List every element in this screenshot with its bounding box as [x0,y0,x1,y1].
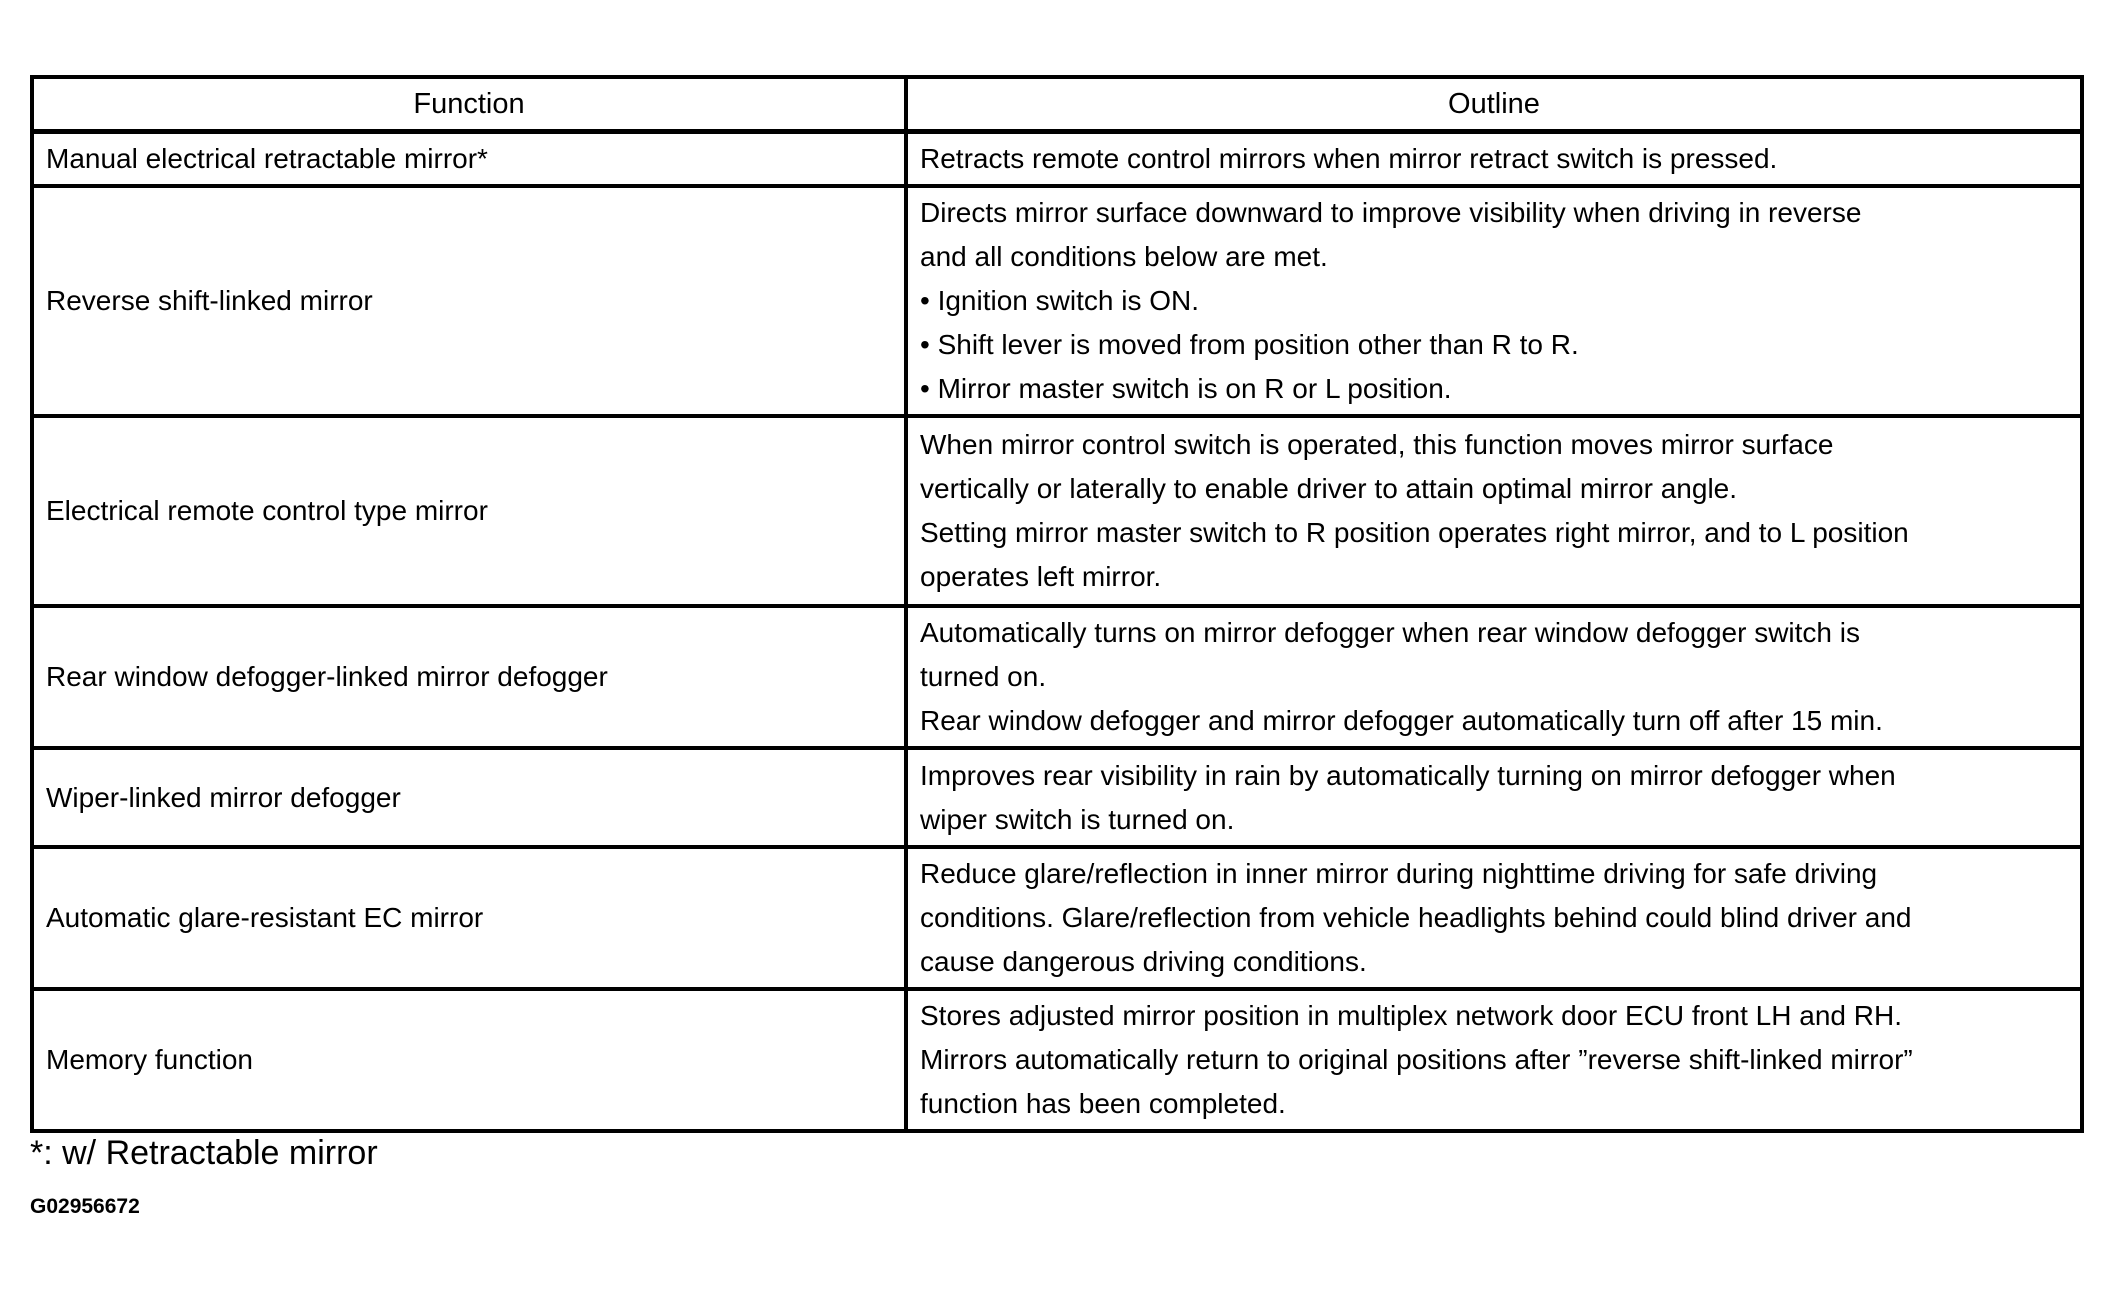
figure-id: G02956672 [30,1195,140,1218]
outline-line: Improves rear visibility in rain by automatically turning on mirror defogger when [920,759,1896,791]
table-row [32,416,2082,606]
outline-cell [906,416,2082,606]
outline-line: and all conditions below are met. [920,241,1328,272]
outline-line: wiper switch is turned on. [920,803,1235,835]
outline-line: • Ignition switch is ON. [920,285,1200,316]
mirror-function-table [30,75,2084,1133]
outline-cell [906,748,2082,847]
column-header-outline: Outline [906,77,2082,132]
outline-cell [906,989,2082,1131]
table-row [32,989,2082,1131]
outline-line: When mirror control switch is operated, this function moves mirror surface [920,429,1834,460]
function-cell: Memory function [32,989,906,1131]
outline-line: Rear window defogger and mirror defogger automatically turn off after 15 min. [920,705,1883,736]
function-cell: Manual electrical retractable mirror* [32,132,906,187]
outline-line: Mirrors automatically return to original positions after ”reverse shift-linked mirror” [920,1044,1913,1075]
outline-line: • Shift lever is moved from position other than R to R. [920,329,1579,360]
function-cell: Electrical remote control type mirror [32,416,906,606]
outline-cell [906,606,2082,748]
outline-line: Directs mirror surface downward to improve visibility when driving in reverse [920,197,1862,228]
outline-line: Automatically turns on mirror defogger when rear window defogger switch is [920,617,1860,648]
outline-line: Reduce glare/reflection in inner mirror during nighttime driving for safe driving [920,858,1878,889]
outline-cell [906,132,2082,187]
function-cell: Automatic glare-resistant EC mirror [32,847,906,989]
function-cell: Rear window defogger-linked mirror defogger [32,606,906,748]
outline-line: vertically or laterally to enable driver to attain optimal mirror angle. [920,473,1738,504]
function-cell: Reverse shift-linked mirror [32,186,906,416]
table-row [32,132,2082,187]
table-row [32,748,2082,847]
outline-line: turned on. [920,661,1047,692]
footnote: *: w/ Retractable mirror [30,1134,378,1172]
outline-line: operates left mirror. [920,561,1162,592]
outline-line: Setting mirror master switch to R position operates right mirror, and to L position [920,517,1909,548]
outline-line: Retracts remote control mirrors when mirror retract switch is pressed. [920,143,1778,174]
function-cell: Wiper-linked mirror defogger [32,748,906,847]
outline-line: function has been completed. [920,1088,1286,1119]
outline-cell [906,847,2082,989]
column-header-function: Function [32,77,906,132]
table-header-row [32,77,2082,132]
table-row [32,606,2082,748]
outline-line: • Mirror master switch is on R or L position. [920,373,1452,404]
outline-cell [906,186,2082,416]
outline-line: cause dangerous driving conditions. [920,946,1367,977]
table-row [32,186,2082,416]
table-body [32,132,2082,1132]
outline-line: Stores adjusted mirror position in multiplex network door ECU front LH and RH. [920,1000,1902,1031]
outline-line: conditions. Glare/reflection from vehicle headlights behind could blind driver and [920,902,1912,933]
table-row [32,847,2082,989]
